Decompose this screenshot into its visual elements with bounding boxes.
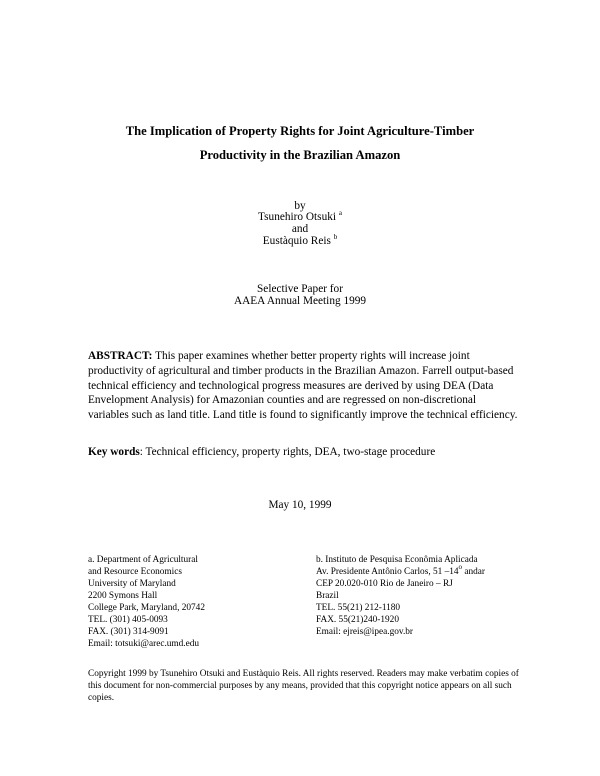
copyright-notice: Copyright 1999 by Tsunehiro Otsuki and Eustàquio Reis. All rights reserved. Readers may make verbatim copies of this document for non-commercial purposes by any means, provided that this copyright notice appears on all such copies. [88,669,519,704]
affiliation-a-email: Email: totsuki@arec.umd.edu [88,639,200,649]
byline-by: by [294,200,306,212]
keywords [88,445,518,459]
selection-line-1: Selective Paper for [257,283,343,295]
byline-and: and [291,223,309,235]
affiliation-a [88,554,288,650]
paper-title-line-1: The Implication of Property Rights for Joint Agriculture-Timber [125,124,475,138]
paper-date: May 10, 1999 [268,499,332,511]
affiliation-a-line: University of Maryland [88,579,176,589]
affiliation-b-line: Brazil [316,591,339,601]
affiliation-b-line: FAX. 55(21)240-1920 [316,615,399,625]
affiliation-a-line: and Resource Economics [88,567,182,577]
selection-line-2: AAEA Annual Meeting 1999 [233,295,367,307]
affiliation-b-floor: andar [462,567,486,577]
affiliation-b [316,554,536,638]
author-2 [0,234,600,248]
author-2-mark: b [333,233,338,241]
affiliation-a-line: 2200 Symons Hall [88,591,158,601]
affiliation-a-line: FAX. (301) 314-9091 [88,627,169,637]
abstract [88,349,518,423]
paper-title-line-2: Productivity in the Brazilian Amazon [199,148,401,162]
affiliation-b-floor-mark: o [458,563,463,571]
affiliation-b-line: TEL. 55(21) 212-1180 [316,603,401,613]
affiliation-b-line: b. Instituto de Pesquisa Econômia Aplicada [316,555,478,565]
author-1-name: Tsunehiro Otsuki [258,211,337,223]
author-2-name: Eustàquio Reis [262,235,331,247]
affiliation-b-street: Av. Presidente Antônio Carlos, 51 –14 [316,567,459,577]
abstract-text: This paper examines whether better property rights will increase joint productivity of agricultural and timber products in the Brazilian Amazon. Farrell output-based technical efficiency and technological progress measures are derived by using DEA (Data Envelopment Analysis) for Amazonian counties and are regressed on non-discretional variables such as land title. Land title is found to significantly improve the technical efficiency. [88,350,518,422]
keywords-text: : Technical efficiency, property rights, DEA, two-stage procedure [139,446,436,458]
affiliation-a-line: a. Department of Agricultural [88,555,198,565]
keywords-label: Key words [88,446,140,458]
affiliation-b-address [316,563,536,578]
affiliation-b-line: CEP 20.020-010 Rio de Janeiro – RJ [316,579,453,589]
affiliation-a-line: College Park, Maryland, 20742 [88,603,205,613]
author-1-mark: a [338,209,342,217]
affiliation-a-line: TEL. (301) 405-0093 [88,615,168,625]
affiliation-b-email: Email: ejreis@ipea.gov.br [316,627,414,637]
abstract-label: ABSTRACT: [88,350,153,362]
